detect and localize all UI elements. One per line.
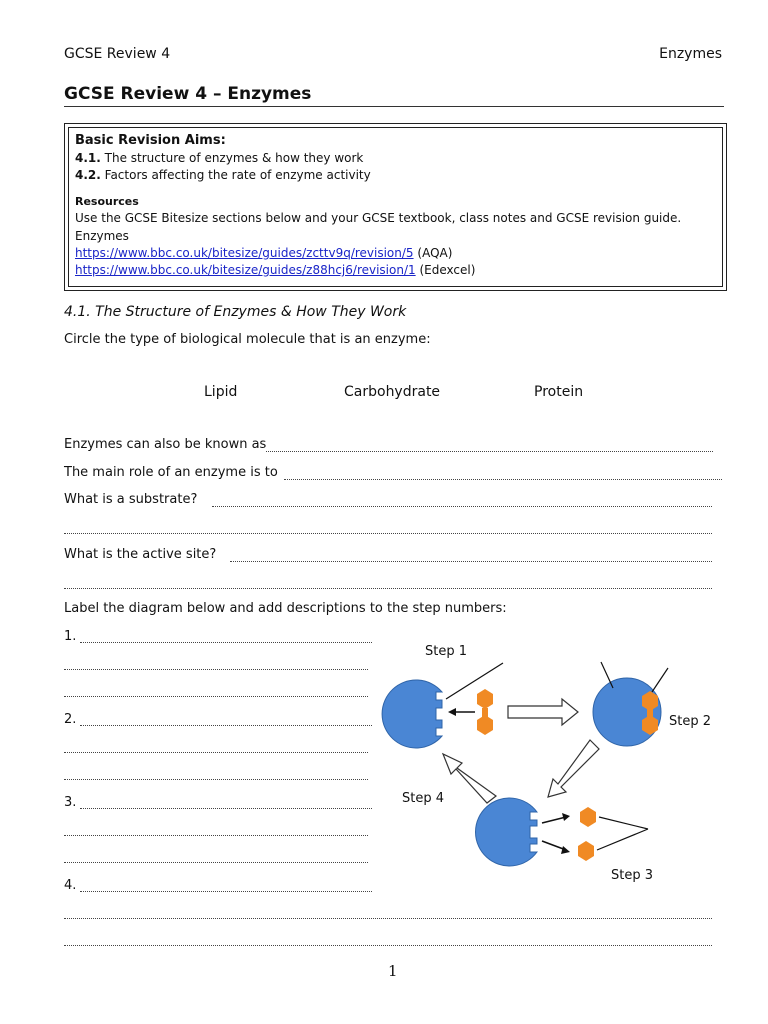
- resource-link-row-edexcel: [75, 263, 475, 277]
- question-active-site: What is the active site?: [64, 547, 217, 562]
- question-substrate: What is a substrate?: [64, 492, 198, 507]
- section-heading: 4.1. The Structure of Enzymes & How They Work: [64, 304, 407, 320]
- aims-heading: Basic Revision Aims:: [75, 133, 226, 148]
- answer-line[interactable]: [80, 642, 372, 643]
- title-divider: [64, 106, 724, 107]
- answer-line[interactable]: [64, 945, 712, 946]
- answer-line[interactable]: [64, 862, 368, 863]
- product-1: [580, 807, 596, 827]
- step-label-3: Step 3: [611, 868, 654, 883]
- exit-arrow: [542, 817, 566, 823]
- aim-number: 4.1.: [75, 151, 101, 165]
- step-number-3: 3.: [64, 795, 77, 810]
- question-main-role: The main role of an enzyme is to: [64, 465, 278, 480]
- resource-link-aqa[interactable]: https://www.bbc.co.uk/bitesize/guides/zcttv9q/revision/5: [75, 246, 414, 260]
- step-label-1: Step 1: [425, 644, 468, 659]
- option-carbohydrate[interactable]: Carbohydrate: [344, 384, 441, 400]
- answer-line[interactable]: [64, 669, 368, 670]
- header-left: GCSE Review 4: [64, 46, 171, 62]
- enzyme-1: [382, 680, 442, 748]
- answer-line[interactable]: [266, 451, 713, 452]
- option-lipid[interactable]: Lipid: [204, 384, 238, 400]
- resource-link-edexcel[interactable]: https://www.bbc.co.uk/bitesize/guides/z88hcj6/revision/1: [75, 263, 416, 277]
- answer-line[interactable]: [80, 725, 372, 726]
- entry-arrowhead: [448, 708, 456, 716]
- aim-text: The structure of enzymes & how they work: [104, 151, 364, 165]
- header-right: Enzymes: [659, 46, 722, 62]
- label-line: [652, 668, 668, 692]
- arrow-step3-to-step1: [443, 754, 496, 803]
- answer-line[interactable]: [64, 696, 368, 697]
- link-tag: (Edexcel): [419, 263, 476, 277]
- aim-item-1: [75, 151, 363, 165]
- exit-arrowhead: [561, 846, 570, 854]
- step-label-4: Step 4: [402, 791, 445, 806]
- answer-line[interactable]: [64, 779, 368, 780]
- aim-item-2: [75, 168, 371, 182]
- circle-prompt: Circle the type of biological molecule that is an enzyme:: [64, 332, 431, 347]
- page-title: GCSE Review 4 – Enzymes: [64, 84, 312, 104]
- diagram-prompt: Label the diagram below and add descriptions to the step numbers:: [64, 601, 507, 616]
- enzyme-3: [476, 798, 537, 866]
- enzyme-diagram: [380, 630, 730, 890]
- label-line: [597, 829, 648, 850]
- answer-line[interactable]: [64, 752, 368, 753]
- arrow-step1-to-step2: [508, 699, 578, 725]
- step-label-2: Step 2: [669, 714, 712, 729]
- substrate-1b: [477, 715, 493, 735]
- product-2: [578, 841, 594, 861]
- step-number-4: 4.: [64, 878, 77, 893]
- resources-text: Use the GCSE Bitesize sections below and your GCSE textbook, class notes and GCSE revision guide.: [75, 211, 682, 225]
- label-line: [599, 817, 648, 829]
- page-number: 1: [388, 962, 398, 980]
- aim-number: 4.2.: [75, 168, 101, 182]
- aim-text: Factors affecting the rate of enzyme activity: [104, 168, 371, 182]
- answer-line[interactable]: [230, 561, 712, 562]
- resource-link-row-aqa: [75, 246, 452, 260]
- answer-line[interactable]: [64, 918, 712, 919]
- arrow-step2-to-step3: [548, 740, 599, 797]
- resources-heading: Resources: [75, 195, 139, 208]
- label-line: [446, 663, 503, 699]
- answer-line[interactable]: [212, 506, 712, 507]
- option-protein[interactable]: Protein: [534, 384, 584, 400]
- answer-line[interactable]: [284, 479, 722, 480]
- substrate-1a: [477, 689, 493, 709]
- answer-line[interactable]: [64, 588, 712, 589]
- answer-line[interactable]: [80, 891, 372, 892]
- step-number-1: 1.: [64, 629, 77, 644]
- answer-line[interactable]: [80, 808, 372, 809]
- answer-line[interactable]: [64, 835, 368, 836]
- answer-line[interactable]: [64, 533, 712, 534]
- question-enzymes-known-as: Enzymes can also be known as: [64, 437, 267, 452]
- step-number-2: 2.: [64, 712, 77, 727]
- link-tag: (AQA): [417, 246, 453, 260]
- resources-topic: Enzymes: [75, 229, 129, 243]
- exit-arrowhead: [562, 813, 570, 821]
